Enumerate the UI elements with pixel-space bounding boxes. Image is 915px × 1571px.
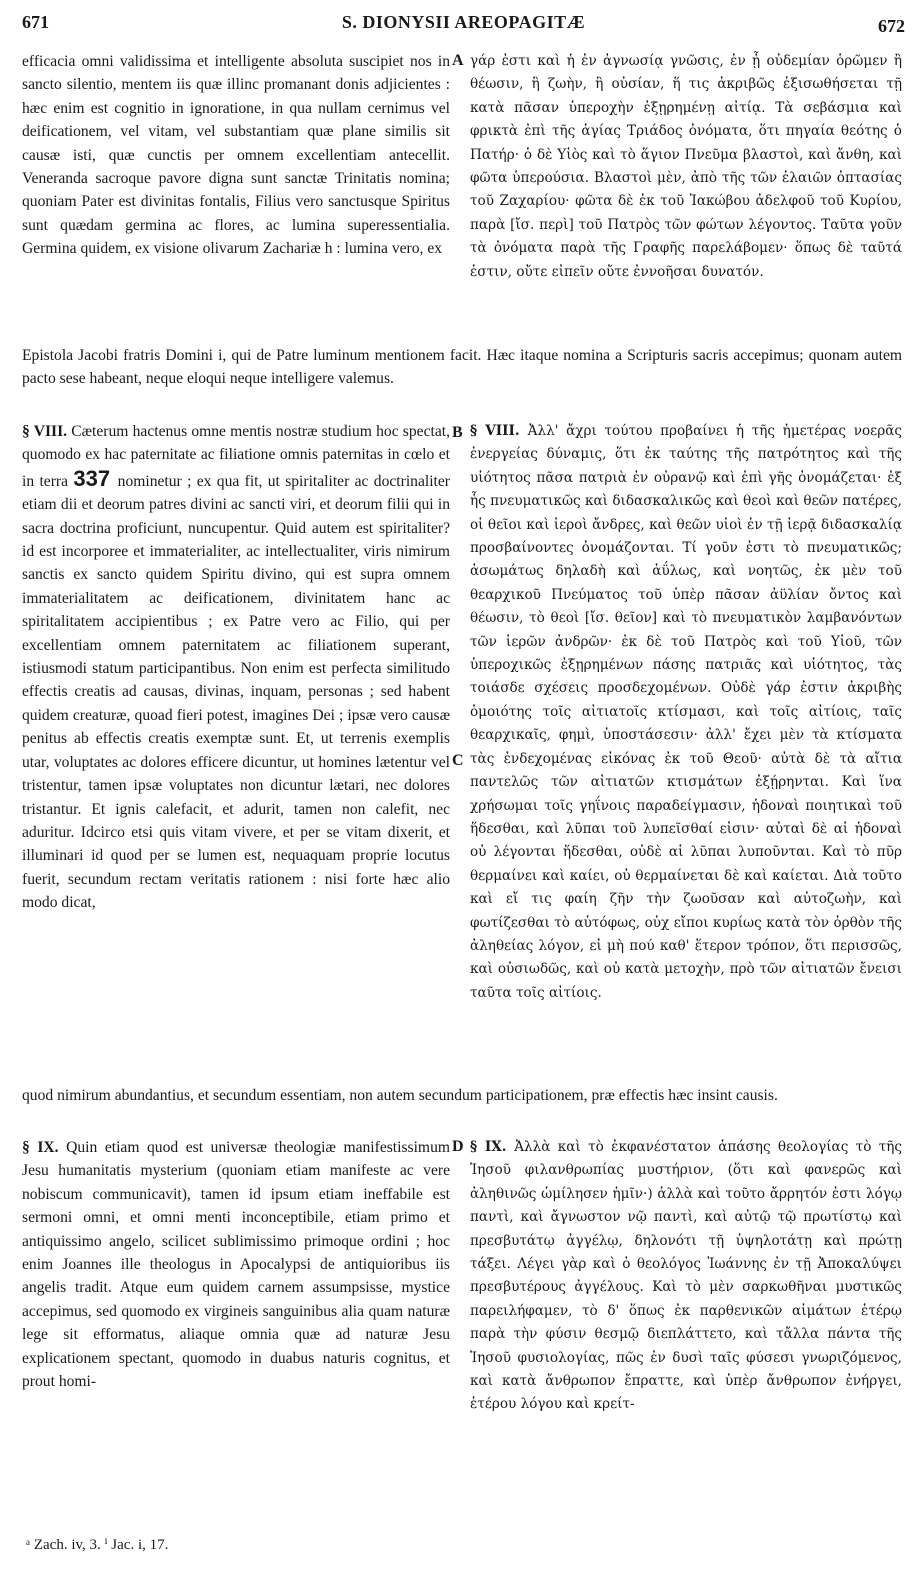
latin-block2-text-b: nominetur ; ex qua fit, ut spiritaliter ac doctrinaliter etiam dii et deorum patres divini ac sancti viri, et deorum filii qui in sacra doctrina proficiunt, nuncupentur. Quid autem est spiritaliter? id est incorporee et immaterialiter, ac intellectualiter, viris nimirum sanctis ex sancto quidem Spiritu divino, qui est supra omnem immaterialitatem ac deificationem, divinitatem hanc ac spiritalitatem accipientibus ; ex Patre vero ac Filio, qui per excellentiam omnem paternitatem ac filiationem superant, istiusmodi statum participantibus. Non enim est perfecta similitudo effectis creatis ad causas, divinas, inquam, personas ; sed habent quidem creaturæ, quoad fieri potest, imagines Dei ; ipsæ vero causæ penitus ab effectis creatis exemptæ sunt. Et, ut terrenis exemplis utar, voluptates ac dolores efficere dicuntur, ut homines lætentur vel tristentur, tamen ipsæ voluptates non dicuntur lætari, nec dolores tristantur. Et ignis calefacit, et adurit, tamen non calefit, nec aduritur. Idcirco etsi quis vitam vivere, et per se vitam dixerit, et illuminari id quod per se lumen est, nequaquam proprie locutus fuerit, secundum rectam veritatis rationem : nisi forte hæc alio modo dicat,	[22, 472, 450, 912]
section-marker-c: C	[452, 752, 464, 769]
greek-section-ix: § IX.	[470, 1139, 515, 1155]
column-number-337: 337	[73, 465, 118, 491]
section-marker-b: B	[452, 424, 463, 441]
latin-full-width-2: quod nimirum abundantius, et secundum essentiam, non autem secundum participationem, præ effectis hæc insint causis.	[22, 1087, 778, 1104]
page-number-right: 672	[878, 16, 905, 36]
latin-column-block1: efficacia omni validissima et intelligente absoluta suscipiet nos in sancto silentio, mentem iis quæ illinc promanant donis adjicientes : hæc enim est cognitio in ignoratione, in qua nullam cernimus vel deificationem, vel vitam, vel substantiam quæ plane similis sit causæ isti, quæ cunctis per omnem excellentiam antecellit. Veneranda sacroque pavore digna sunt sanctæ Trinitatis nomina; quoniam Pater est divinitas fontalis, Filius vero sanctusque Spiritus sunt quædam germina ac flores, ac lumina superessentialia. Germina quidem, ex visione olivarum Zachariæ h : lumina vero, ex	[22, 53, 450, 258]
latin-full-width-1: Epistola Jacobi fratris Domini i, qui de Patre luminum mentionem facit. Hæc itaque nomina a Scripturis sacris accepimus; quonam autem pacto sese habeant, neque eloqui neque intelligere valemus.	[22, 347, 902, 388]
latin-section-viii: § VIII.	[22, 423, 72, 440]
greek-block2-text: Ἀλλ' ἄχρι τούτου προβαίνει ἡ τῆς ἡμετέρας νοερᾶς ἐνεργείας δύναμις, ὅτι ἐκ ταύτης τῆς πατρότητος καὶ τῆς υἱότητος πᾶσα πατριὰ ἐν οὐρανῷ καὶ ἐπὶ γῆς ὀνομάζεται· ἐξ ἧς πνευματικῶς καὶ διδασκαλικῶς καὶ θεοὶ καὶ θεῶν πατέρες, οἱ θεῖοι καὶ ἱεροὶ ἄνδρες, καὶ θεῶν υἱοὶ ἐν τῇ ἱερᾷ διδασκαλίᾳ προσβαίνοντες ὀνομάζονται. Τί γοῦν ἐστι τὸ πνευματικῶς; ἀσωμάτως δηλαδὴ καὶ ἀΰλως, καὶ νοητῶς, ἐκ μὲν τοῦ θεαρχικοῦ Πνεύματος τοῦ ὑπὲρ πᾶσαν ἀϋλίαν ὄντος καὶ θέωσιν, τὸ θεοὶ [ἴσ. θεῖον] καὶ τὸ πνευματικὸν λαμβανόντων τῶν ἱερῶν ἀνδρῶν· ἐκ δὲ τοῦ Πατρὸς καὶ τοῦ Υἱοῦ, τῶν ὑπεροχικῶς ἐξῃρημένων πάσης πατριᾶς καὶ υἱότητος, τὰς τοιάσδε σχέσεις προσδεχομένων. Οὐδὲ γάρ ἐστιν ἀκριβὴς ὁμοιότης τοῖς αἰτιατοῖς κτίσμασι, καὶ τοῖς αἰτίοις, ταῖς θεαρχικαῖς, φημὶ, ὑποστάσεσιν· ἀλλ' ἔχει μὲν τὰ κτίσματα τὰς ἐνδεχομένας εἰκόνας ἐκ τοῦ Θεοῦ· αὐτὰ δὲ τὰ αἴτια παντελῶς τῶν αἰτιατῶν κτισμάτων ἐξῄρηνται. Καὶ ἵνα χρήσωμαι τοῖς γηΐνοις παραδείγμασιν, ἡδοναὶ ποιητικαὶ τοῦ ἥδεσθαι, καὶ λῦπαι τοῦ λυπεῖσθαί εἰσιν· αὐταὶ δὲ αἱ ἡδοναὶ οὐ λέγονται ἥδεσθαι, οὐδὲ αἱ λῦπαι λυποῦνται. Καὶ τὸ πῦρ θερμαίνει καὶ καίει, οὐ θερμαίνεται δὲ καὶ καίεται. Διὰ τοῦτο καὶ εἴ τις φαίη ζῆν τὴν ζωοῦσαν καὶ αὐτοζωὴν, καὶ φωτίζεσθαι τὸ αὐτόφως, οὐχ εἴποι κυρίως κατὰ τὸν ὀρθὸν τῆς ἀληθείας λόγον, εἰ μὴ πού καθ' ἕτερον τρόπον, ὅτι περισσῶς, καὶ οὐσιωδῶς, καὶ οὐ κατὰ μετοχὴν, πρὸ τῶν αἰτιατῶν ἔνεισι ταῦτα τοῖς αἰτίοις.	[470, 423, 902, 1001]
latin-block3-text: Quin etiam quod est universæ theologiæ manifestissimum Jesu humanitatis mysterium (quoniam etiam manifeste ac vere nobiscum communicavit), tamen id ipsum etiam ineffabile est sermoni omni, et omni menti inconceptibile, etiam primo et antiquissimo angelo, scilicet sublimissimo primoque ordini ; hoc enim Joannes ille theologus in Apocalypsi de antiquioribus iis angelis tradit. Atque eum quidem carnem assumpsisse, mystice accepimus, sed quomodo ex virgineis sanguinibus alia quam naturæ lege sit efformatus, aliaque omnia quæ ad naturæ Jesu explicationem spectant, quomodo in duabus naturis cognitus, et prout homi-	[22, 1139, 450, 1391]
running-header	[22, 10, 905, 42]
greek-column-block3	[470, 1136, 902, 1521]
latin-column-block2	[22, 420, 450, 1080]
section-marker-d: D	[452, 1138, 464, 1155]
latin-column-block3	[22, 1136, 450, 1521]
latin-block2-text-a: Cæterum hactenus omne mentis nostræ studium hoc spectat, quomodo ex hac paternitate ac filiatione omnis paternitas in cœlo et in terra	[22, 423, 450, 490]
section-marker-a: A	[452, 52, 464, 69]
page-title: S. DIONYSII AREOPAGITÆ	[341, 12, 586, 32]
greek-column-block2	[470, 420, 902, 1080]
page-number-left: 671	[22, 12, 49, 32]
greek-section-viii: § VIII.	[470, 423, 528, 439]
latin-section-ix: § IX.	[22, 1139, 67, 1156]
greek-column-block1: γάρ ἐστι καὶ ἡ ἐν ἀγνωσίᾳ γνῶσις, ἐν ᾗ οὐδεμίαν ὁρῶμεν ἢ θέωσιν, ἢ ζωὴν, ἢ οὐσίαν, ἥ τις ἀκριβῶς ἐξισωθήσεται τῇ κατὰ πᾶσαν ὑπεροχὴν ἐξῃρημένῃ αἰτίᾳ. Τὰ σεβάσμια καὶ φρικτὰ ἐπὶ τῆς ἁγίας Τριάδος ὀνόματα, ὅτι πηγαία θεότης ὁ Πατήρ· ὁ δὲ Υἱὸς καὶ τὸ ἅγιον Πνεῦμα βλαστοὶ, καὶ ἄνθη, καὶ φῶτα ὑπερούσια. Βλαστοὶ μὲν, ἀπὸ τῆς τῶν ἐλαιῶν ὀπτασίας τοῦ Ζαχαρίου· φῶτα δὲ ἐκ τοῦ Ἰακώβου ἀδελφοῦ τοῦ Κυρίου, παρὰ [ἴσ. περὶ] τοῦ Πατρὸς τῶν φώτων λέγοντος. Ταῦτα γοῦν τὰ ὀνόματα παρὰ τῆς Γραφῆς παρελάβομεν· ὅπως δὲ ταῦτά ἐστιν, οὔτε εἰπεῖν οὔτε ἐννοῆσαι δυνατόν.	[470, 53, 902, 280]
footnotes: ᵃ Zach. iv, 3. ⁱ Jac. i, 17.	[26, 1537, 169, 1553]
greek-block3-text: Ἀλλὰ καὶ τὸ ἐκφανέστατον ἁπάσης θεολογίας τὸ τῆς Ἰησοῦ φιλανθρωπίας μυστήριον, (ὅτι καὶ φανερῶς καὶ ἀληθινῶς ὡμίλησεν ἡμῖν·) ἀλλὰ καὶ τοῦτο ἄρρητόν ἐστι λόγῳ παντὶ, καὶ ἄγνωστον νῷ παντὶ, καὶ αὐτῷ τῷ πρωτίστῳ καὶ πρεσβυτάτῳ ἀγγέλῳ, δηλονότι τῇ ὑψηλοτάτῃ καὶ πρώτῃ τάξει. Λέγει γὰρ καὶ ὁ θεολόγος Ἰωάννης ἐν τῇ Ἀποκαλύψει πρεσβυτέρους ἀγγέλους. Καὶ τὸ μὲν σαρκωθῆναι μυστικῶς παρειλήφαμεν, τὸ δ' ὅπως ἐκ παρθενικῶν αἱμάτων ἑτέρῳ παρὰ τὴν φύσιν θεσμῷ διεπλάττετο, καὶ τἄλλα πάντα τῆς Ἰησοῦ φυσιολογίας, πῶς ἐν δυσὶ ταῖς φύσεσι γνωριζόμενος, καὶ κατὰ ἄνθρωπον ἔπραττε, καὶ ὑπὲρ ἄνθρωπον ἐνήργει, ἑτέρου λόγου καὶ κρείτ-	[470, 1139, 902, 1413]
